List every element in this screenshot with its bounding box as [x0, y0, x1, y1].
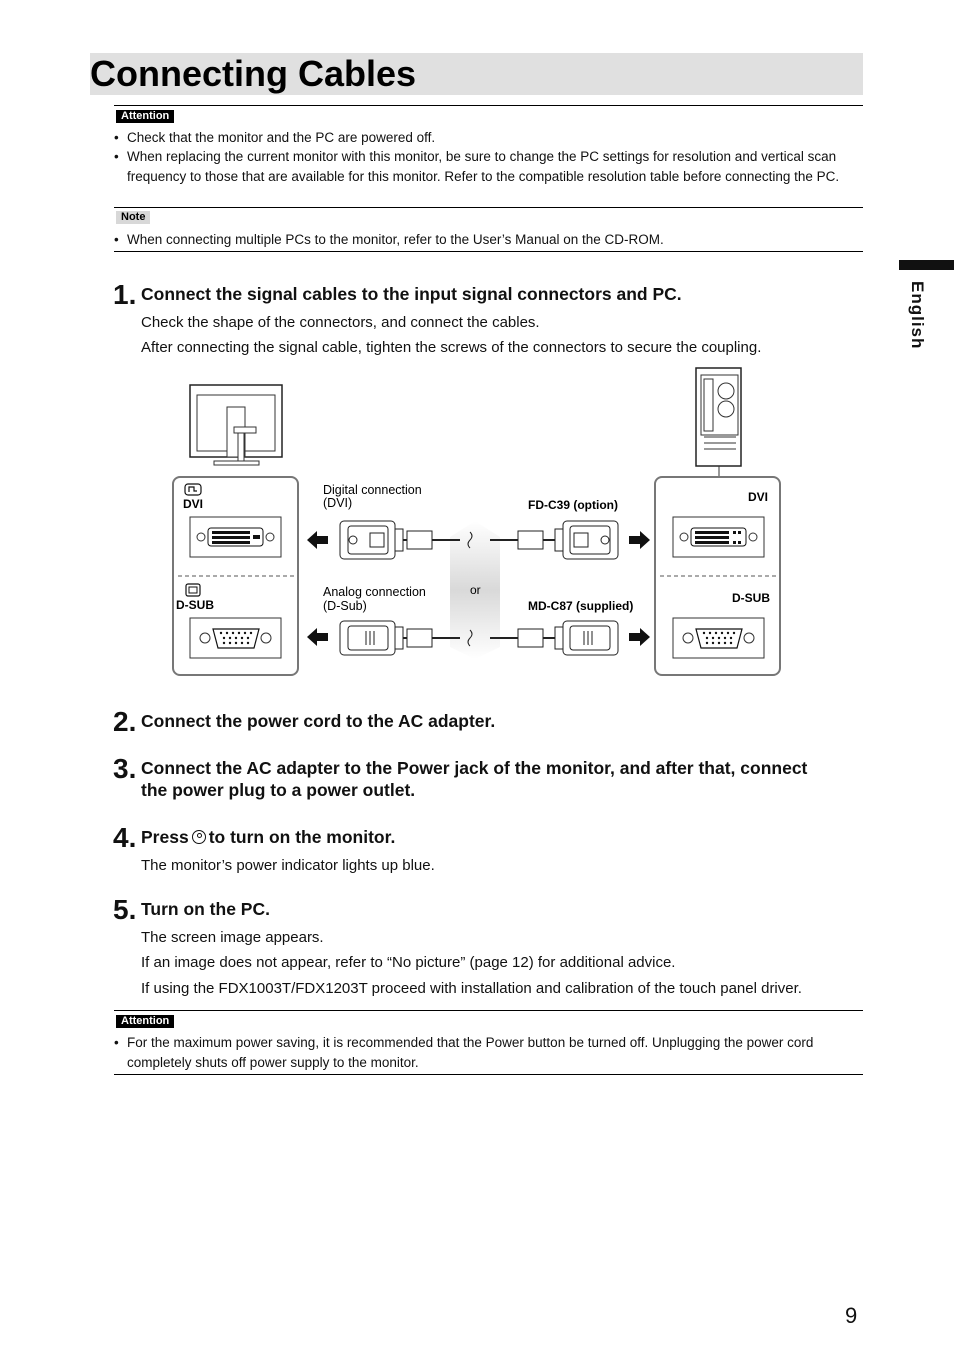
step-number: 2. [113, 706, 137, 737]
step-text: The screen image appears. [141, 929, 324, 946]
pc-dsub-label: D-SUB [732, 591, 770, 605]
attention-item: • When replacing the current monitor with this monitor, be sure to change the PC settings for resolution and vertical scan frequency to those that are available for this monitor. Refer to the compatible resolution table before connecting the PC. [114, 149, 840, 184]
step-text: If an image does not appear, refer to “No picture” (page 12) for additional advice. [141, 954, 676, 971]
page-title: Connecting Cables [90, 53, 417, 94]
step-number: 5. [113, 894, 137, 925]
page-number: 9 [845, 1303, 858, 1328]
step-text: The monitor’s power indicator lights up blue. [141, 857, 435, 874]
pc-dvi-label: DVI [748, 490, 769, 504]
divider [114, 207, 863, 208]
attention-label: Attention [116, 110, 174, 123]
step-text: If using the FDX1003T/FDX1203T proceed with installation and calibration of the touch panel driver. [141, 980, 802, 997]
step-number: 3. [113, 753, 137, 784]
analog-connection-label: Analog connection [323, 585, 426, 599]
note-item: • When connecting multiple PCs to the monitor, refer to the User’s Manual on the CD-ROM. [114, 232, 664, 247]
title-bar [90, 53, 863, 95]
step-number: 1. [113, 279, 137, 310]
note-label: Note [116, 211, 150, 224]
side-tab-bar [899, 260, 954, 270]
attention-item: • For the maximum power saving, it is recommended that the Power button be turned off. Unplugging the power cord completely shuts off power supply to the monitor. [114, 1035, 814, 1070]
step-heading: Connect the power cord to the AC adapter. [141, 711, 496, 731]
divider [114, 251, 863, 252]
attention-item: • Check that the monitor and the PC are powered off. [114, 130, 436, 145]
power-icon [192, 830, 206, 844]
side-tab-english: English [908, 281, 927, 350]
connection-diagram [170, 365, 785, 685]
divider [114, 105, 863, 106]
divider [114, 1074, 863, 1075]
step-heading: Turn on the PC. [141, 899, 270, 919]
step-text: Check the shape of the connectors, and connect the cables. [141, 314, 540, 331]
step-number: 4. [113, 822, 137, 853]
monitor-dvi-label: DVI [183, 497, 204, 511]
digital-connection-label: Digital connection [323, 483, 422, 497]
monitor-illustration [190, 385, 282, 465]
divider [114, 1010, 863, 1011]
pc-tower-illustration [696, 368, 741, 477]
or-label: or [470, 583, 481, 597]
step-text: After connecting the signal cable, tighten the screws of the connectors to secure the coupling. [141, 339, 762, 356]
digital-cable-label: FD-C39 (option) [528, 498, 618, 512]
attention-label: Attention [116, 1015, 174, 1028]
monitor-dsub-label: D-SUB [176, 598, 214, 612]
step-heading: Connect the AC adapter to the Power jack of the monitor, and after that, connect the power plug to a power outlet. [141, 758, 808, 800]
digital-connection-sub: (DVI) [323, 496, 353, 510]
step-heading: Connect the signal cables to the input signal connectors and PC. [141, 284, 682, 304]
step-heading: Press to turn on the monitor. [141, 827, 396, 847]
analog-cable-label: MD-C87 (supplied) [528, 599, 634, 613]
analog-connection-sub: (D-Sub) [323, 599, 367, 613]
